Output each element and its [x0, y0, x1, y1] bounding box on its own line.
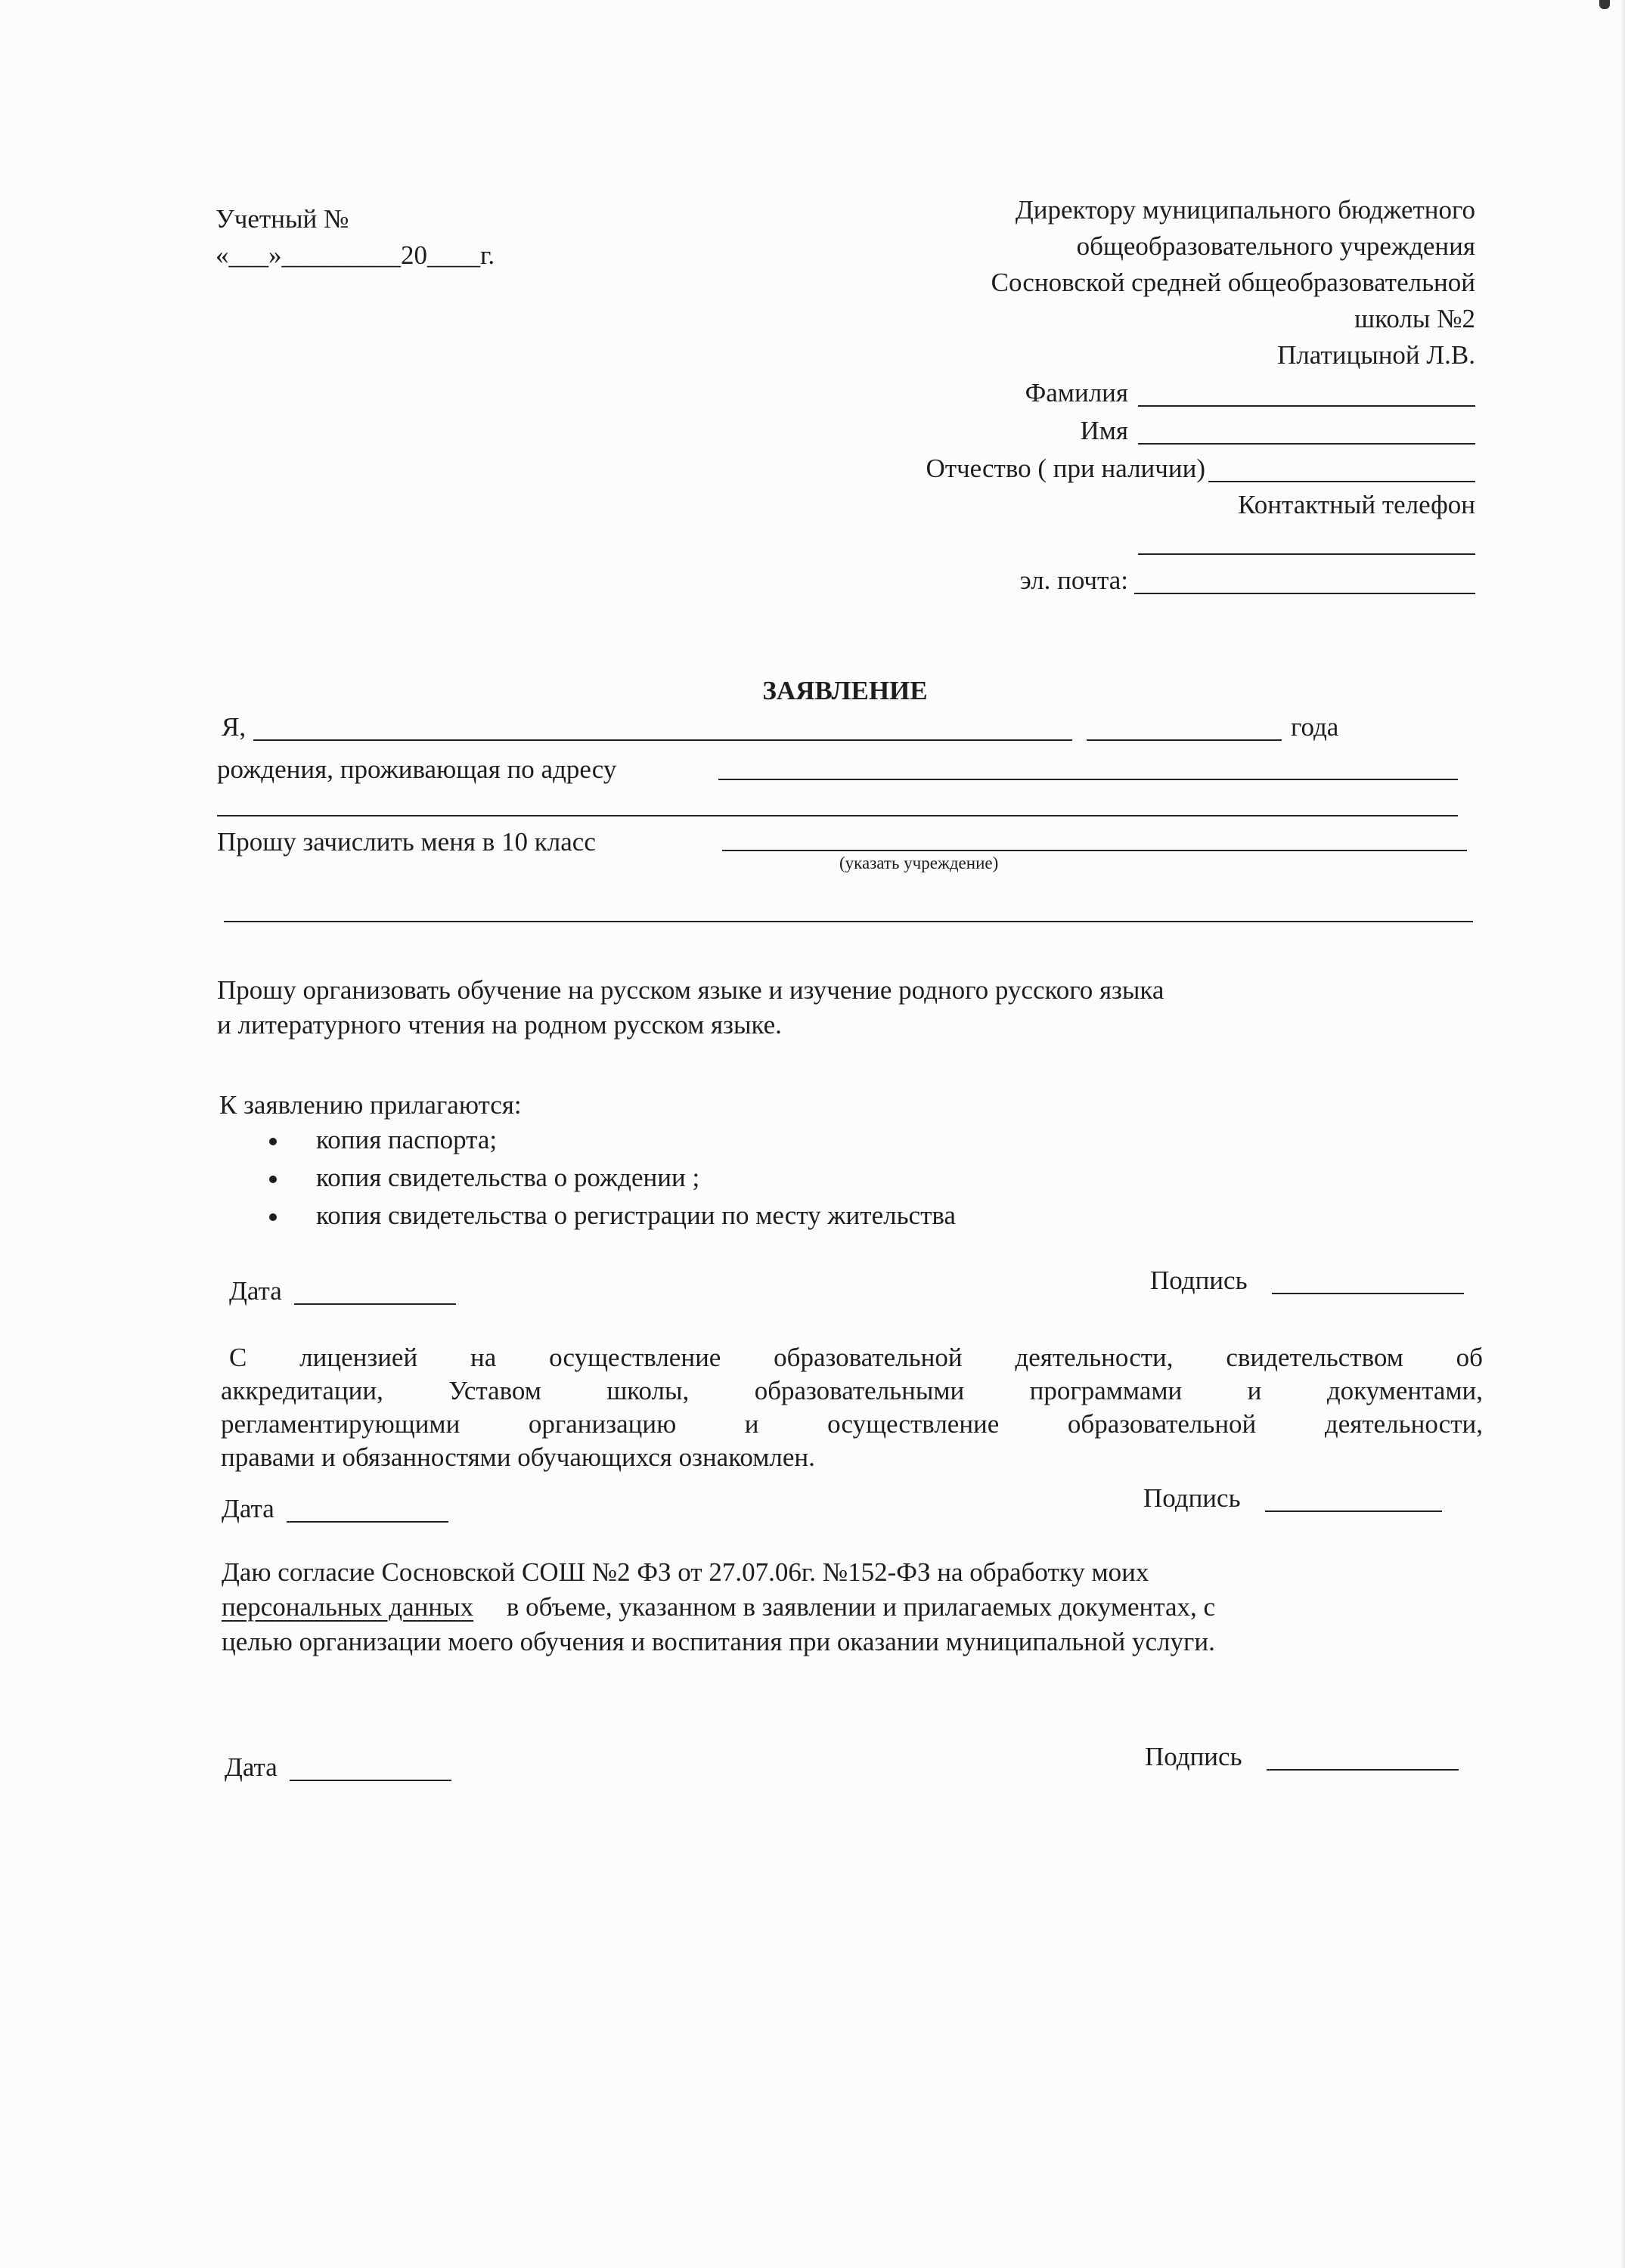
- address-field-1[interactable]: [718, 779, 1458, 780]
- personal-data-link[interactable]: персональных данных: [222, 1592, 474, 1622]
- phone-field[interactable]: [1138, 553, 1475, 555]
- consent-line-1: Даю согласие Сосновской СОШ №2 ФЗ от 27.07.06г. №152-ФЗ на обработку моих: [222, 1557, 1149, 1587]
- bullet-icon: [269, 1213, 277, 1221]
- consent-line-2-rest: в объеме, указанном в заявлении и прилагаемых документах, с: [506, 1592, 1216, 1622]
- signature-field-2[interactable]: [1265, 1510, 1442, 1512]
- license-text-line-2: аккредитации, Уставом школы, образовательными программами и документами,: [221, 1376, 1483, 1405]
- phone-label: Контактный телефон: [1238, 490, 1475, 519]
- date-field-1[interactable]: [294, 1303, 456, 1305]
- consent-line-3: целью организации моего обучения и воспитания при оказании муниципальной услуги.: [222, 1627, 1215, 1656]
- attachment-item: копия свидетельства о рождении ;: [316, 1163, 700, 1192]
- license-text-line-1: С лицензией на осуществление образовательной деятельности, свидетельством об: [229, 1343, 1483, 1372]
- license-text-line-3: регламентирующими организацию и осуществление образовательной деятельности,: [221, 1409, 1483, 1439]
- account-number-label: Учетный №: [216, 204, 349, 234]
- signature-label-2: Подпись: [1143, 1483, 1241, 1513]
- attachment-item: копия паспорта;: [316, 1125, 498, 1154]
- date-label-3: Дата: [225, 1752, 278, 1782]
- page-edge-shadow: [1620, 0, 1625, 2268]
- institution-hint: (указать учреждение): [839, 854, 999, 872]
- email-field[interactable]: [1134, 593, 1475, 594]
- addressee-line-2: общеобразовательного учреждения: [1076, 231, 1475, 261]
- account-date-line: «___»_________20____г.: [216, 240, 495, 270]
- addressee-line-3: Сосновской средней общеобразовательной: [991, 268, 1475, 297]
- language-request-line-2: и литературного чтения на родном русском языке.: [217, 1010, 782, 1040]
- year-label: года: [1291, 712, 1339, 742]
- bullet-icon: [269, 1138, 277, 1145]
- attachment-item: копия свидетельства о регистрации по месту жительства: [316, 1201, 956, 1230]
- corner-mark: [1599, 0, 1610, 9]
- birth-year-field[interactable]: [1087, 739, 1282, 741]
- address-field-2[interactable]: [217, 815, 1458, 816]
- language-request-line-1: Прошу организовать обучение на русском языке и изучение родного русского языка: [217, 975, 1164, 1005]
- enroll-label: Прошу зачислить меня в 10 класс: [217, 827, 596, 857]
- addressee-line-5: Платицыной Л.В.: [1277, 340, 1475, 370]
- signature-field-3[interactable]: [1267, 1769, 1459, 1771]
- signature-field-1[interactable]: [1272, 1293, 1464, 1294]
- patronymic-field[interactable]: [1208, 481, 1475, 482]
- surname-field[interactable]: [1138, 405, 1475, 407]
- name-field[interactable]: [1138, 443, 1475, 445]
- patronymic-label: Отчество ( при наличии): [926, 454, 1205, 483]
- name-label: Имя: [1080, 416, 1128, 445]
- full-name-field[interactable]: [253, 739, 1072, 741]
- institution-field-2[interactable]: [224, 921, 1473, 922]
- institution-field[interactable]: [722, 850, 1467, 851]
- addressee-line-1: Директору муниципального бюджетного: [1015, 195, 1475, 225]
- document-title: ЗАЯВЛЕНИЕ: [762, 676, 928, 705]
- bullet-icon: [269, 1176, 277, 1183]
- date-label-1: Дата: [229, 1276, 282, 1306]
- signature-label-1: Подпись: [1150, 1266, 1248, 1295]
- surname-label: Фамилия: [1025, 378, 1128, 407]
- i-label: Я,: [222, 712, 247, 742]
- date-field-3[interactable]: [290, 1780, 451, 1781]
- birth-address-label: рождения, проживающая по адресу: [217, 754, 617, 784]
- license-text-line-4: правами и обязанностями обучающихся ознакомлен.: [221, 1442, 815, 1472]
- date-field-2[interactable]: [287, 1521, 448, 1523]
- date-label-2: Дата: [222, 1494, 274, 1523]
- email-label: эл. почта:: [1019, 565, 1128, 595]
- consent-line-2: [222, 1591, 1215, 1624]
- attachments-heading: К заявлению прилагаются:: [219, 1090, 522, 1120]
- addressee-line-4: школы №2: [1354, 304, 1475, 333]
- signature-label-3: Подпись: [1145, 1742, 1242, 1771]
